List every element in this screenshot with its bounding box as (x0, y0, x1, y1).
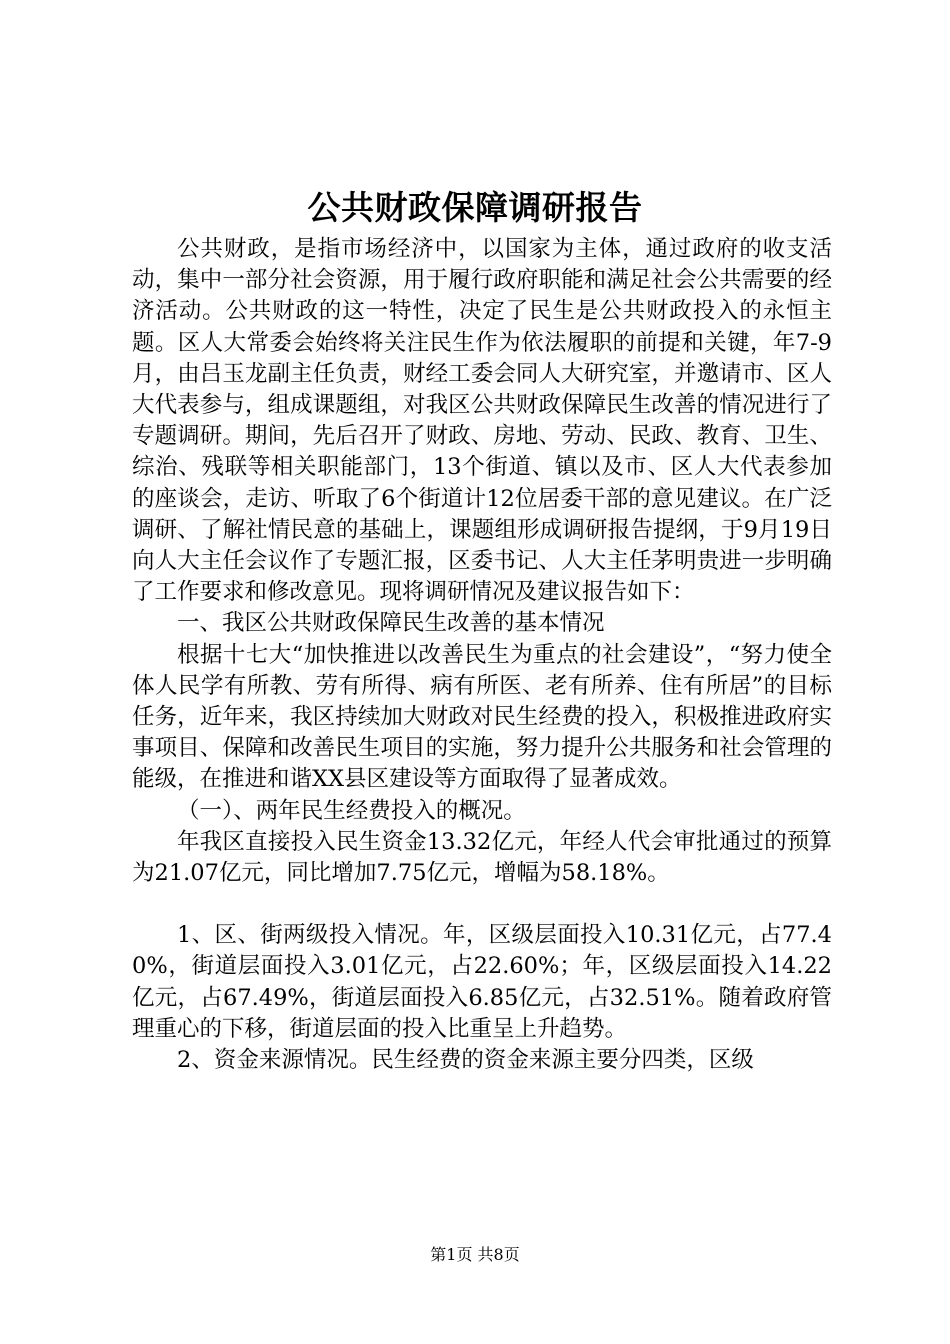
document-title: 公共财政保障调研报告 (307, 188, 643, 227)
intro-paragraph: 公共财政，是指市场经济中，以国家为主体，通过政府的收支活动，集中一部分社会资源，用于履行政府职能和满足社会公共需要的经济活动。公共财政的这一特性，决定了民生是公共财政投入的永恒主题。区人大常委会始终将关注民生作为依法履职的前提和关键，年7-9月，由吕玉龙副主任负责，财经工委会同人大研究室，并邀请市、区人大代表参与，组成课题组，对我区公共财政保障民生改善的情况进行了专题调研。期间，先后召开了财政、房地、劳动、民政、教育、卫生、综治、残联等相关职能部门，13个街道、镇以及市、区人大代表参加的座谈会，走访、听取了6个街道计12位居委干部的意见建议。在广泛调研、了解社情民意的基础上，课题组形成调研报告提纲，于9月19日向人大主任会议作了专题汇报，区委书记、人大主任茅明贵进一步明确了工作要求和修改意见。现将调研情况及建议报告如下： (132, 236, 832, 606)
item-1-paragraph: 1、区、街两级投入情况。年，区级层面投入10.31亿元，占77.40%，街道层面投入3.01亿元，占22.60%；年，区级层面投入14.22亿元，占67.49%，街道层面投入6.85亿元，占32.51%。随着政府管理重心的下移，街道层面的投入比重呈上升趋势。 (132, 922, 832, 1042)
page-footer: 第1页 共8页 (430, 1245, 520, 1264)
item-2-paragraph: 2、资金来源情况。民生经费的资金来源主要分四类，区级 (177, 1047, 754, 1074)
subsection-heading-1: （一）、两年民生经费投入的概况。 (177, 797, 526, 824)
document-body (132, 234, 832, 1076)
section-heading-1: 一、我区公共财政保障民生改善的基本情况 (177, 610, 605, 637)
investment-overview-paragraph: 年我区直接投入民生资金13.32亿元，年经人代会审批通过的预算为21.07亿元，同比增加7.75亿元，增幅为58.18%。 (132, 828, 832, 887)
section-1-paragraph: 根据十七大“加快推进以改善民生为重点的社会建设”，“努力使全体人民学有所教、劳有所得、病有所医、老有所养、住有所居”的目标任务，近年来，我区持续加大财政对民生经费的投入，积极推进政府实事项目、保障和改善民生项目的实施，努力提升公共服务和社会管理的能级，在推进和谐XX县区建设等方面取得了显著成效。 (132, 641, 832, 793)
